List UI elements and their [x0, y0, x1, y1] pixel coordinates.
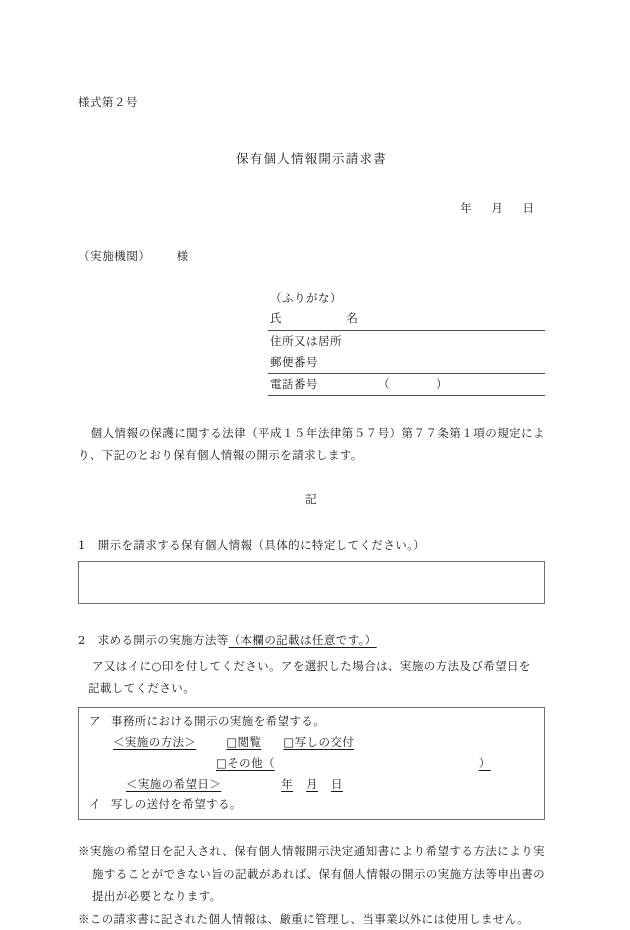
requested-information-textarea[interactable] — [78, 561, 545, 604]
footnote-1: ※実施の希望日を記入され、保有個人情報開示決定通知書により希望する方法により実施することができない旨の記載があれば、保有個人情報の開示の実施方法等申出書の提出が必要となります。 — [78, 844, 545, 904]
option-a-text: 事務所における開示の実施を希望する。 — [110, 713, 326, 728]
option-a-row[interactable] — [79, 711, 544, 732]
ki-marker: 記 — [305, 491, 318, 506]
legal-statement-text: 個人情報の保護に関する法律（平成１５年法律第５７号）第７７条第１項の規定により、下記のとおり保有個人情報の開示を請求します。 — [78, 425, 545, 463]
telephone-paren-open: （ — [378, 376, 390, 391]
checkbox-viewing[interactable]: □ — [226, 734, 238, 749]
option-a-mark[interactable]: ア — [89, 713, 101, 728]
footnotes — [78, 840, 545, 930]
addressee-honorific: 様 — [176, 249, 189, 264]
desired-date-month[interactable]: 月 — [306, 776, 319, 791]
date-year-label: 年 — [460, 201, 473, 215]
option-b-row[interactable] — [79, 794, 544, 815]
form-number: 様式第２号 — [78, 95, 138, 109]
section-1-number: 1 — [78, 537, 86, 552]
name-label: 氏 名 — [270, 311, 372, 326]
addressee-organization: （実施機関） — [78, 249, 151, 264]
address-label: 住所又は居所 — [270, 333, 342, 348]
date-month-label: 月 — [491, 201, 504, 215]
section-2-heading — [78, 630, 545, 650]
method-other-row — [79, 753, 544, 774]
telephone-field-row[interactable] — [268, 374, 545, 396]
checkbox-other-label: その他 — [227, 755, 263, 770]
method-label-and-choices — [113, 732, 354, 753]
address-field-row[interactable] — [268, 331, 545, 352]
desired-date-label: ＜実施の希望日＞ — [126, 776, 222, 791]
desired-date-year[interactable]: 年 — [281, 776, 294, 791]
method-choice-row — [79, 732, 544, 753]
desired-date-day[interactable]: 日 — [331, 776, 343, 791]
section-2-instruction-line2: 記載してください。 — [88, 680, 196, 695]
checkbox-copy-delivery-label: 写しの交付 — [294, 734, 355, 749]
section-2-title: 求める開示の実施方法等 — [97, 632, 229, 647]
desired-date-row — [79, 774, 544, 795]
legal-statement — [78, 422, 545, 467]
date-line — [78, 198, 545, 218]
document-title: 保有個人情報開示請求書 — [236, 151, 387, 167]
section-2-number: 2 — [78, 632, 86, 647]
section-1-title: 開示を請求する保有個人情報（具体的に特定してください。） — [97, 537, 426, 552]
applicant-block — [268, 288, 545, 396]
checkbox-copy-delivery[interactable]: □ — [283, 734, 295, 749]
option-b-mark[interactable]: イ — [89, 797, 101, 812]
desired-date-segment — [113, 774, 343, 795]
other-paren-close: ） — [478, 755, 491, 770]
telephone-paren-close: ） — [436, 376, 448, 391]
footnote-2: ※この請求書に記された個人情報は、厳重に管理し、当事業以外には使用しません。 — [78, 911, 529, 926]
disclosure-method-options-box — [78, 707, 545, 821]
section-1-heading — [78, 535, 545, 555]
document-content — [78, 92, 545, 930]
postal-label: 郵便番号 — [270, 354, 318, 369]
method-label: ＜実施の方法＞ — [113, 734, 197, 749]
telephone-label: 電話番号 — [270, 376, 318, 391]
checkbox-viewing-label: 閲覧 — [237, 734, 262, 749]
method-other-segment — [216, 753, 491, 774]
date-day-label: 日 — [522, 201, 535, 215]
section-2-title-note: （本欄の記載は任意です。） — [228, 632, 377, 647]
addressee — [78, 246, 545, 266]
section-2-instruction — [88, 656, 545, 700]
furigana-label: （ふりがな） — [270, 291, 342, 306]
checkbox-other[interactable]: □ — [216, 755, 228, 770]
option-b-text: 写しの送付を希望する。 — [110, 797, 242, 812]
other-paren-open: （ — [262, 755, 275, 770]
postal-field-row[interactable] — [268, 352, 545, 374]
name-field-row[interactable] — [268, 308, 545, 330]
section-2-instruction-line1: ア又はイに○印を付してください。アを選択した場合は、実施の方法及び希望日を — [92, 659, 531, 674]
